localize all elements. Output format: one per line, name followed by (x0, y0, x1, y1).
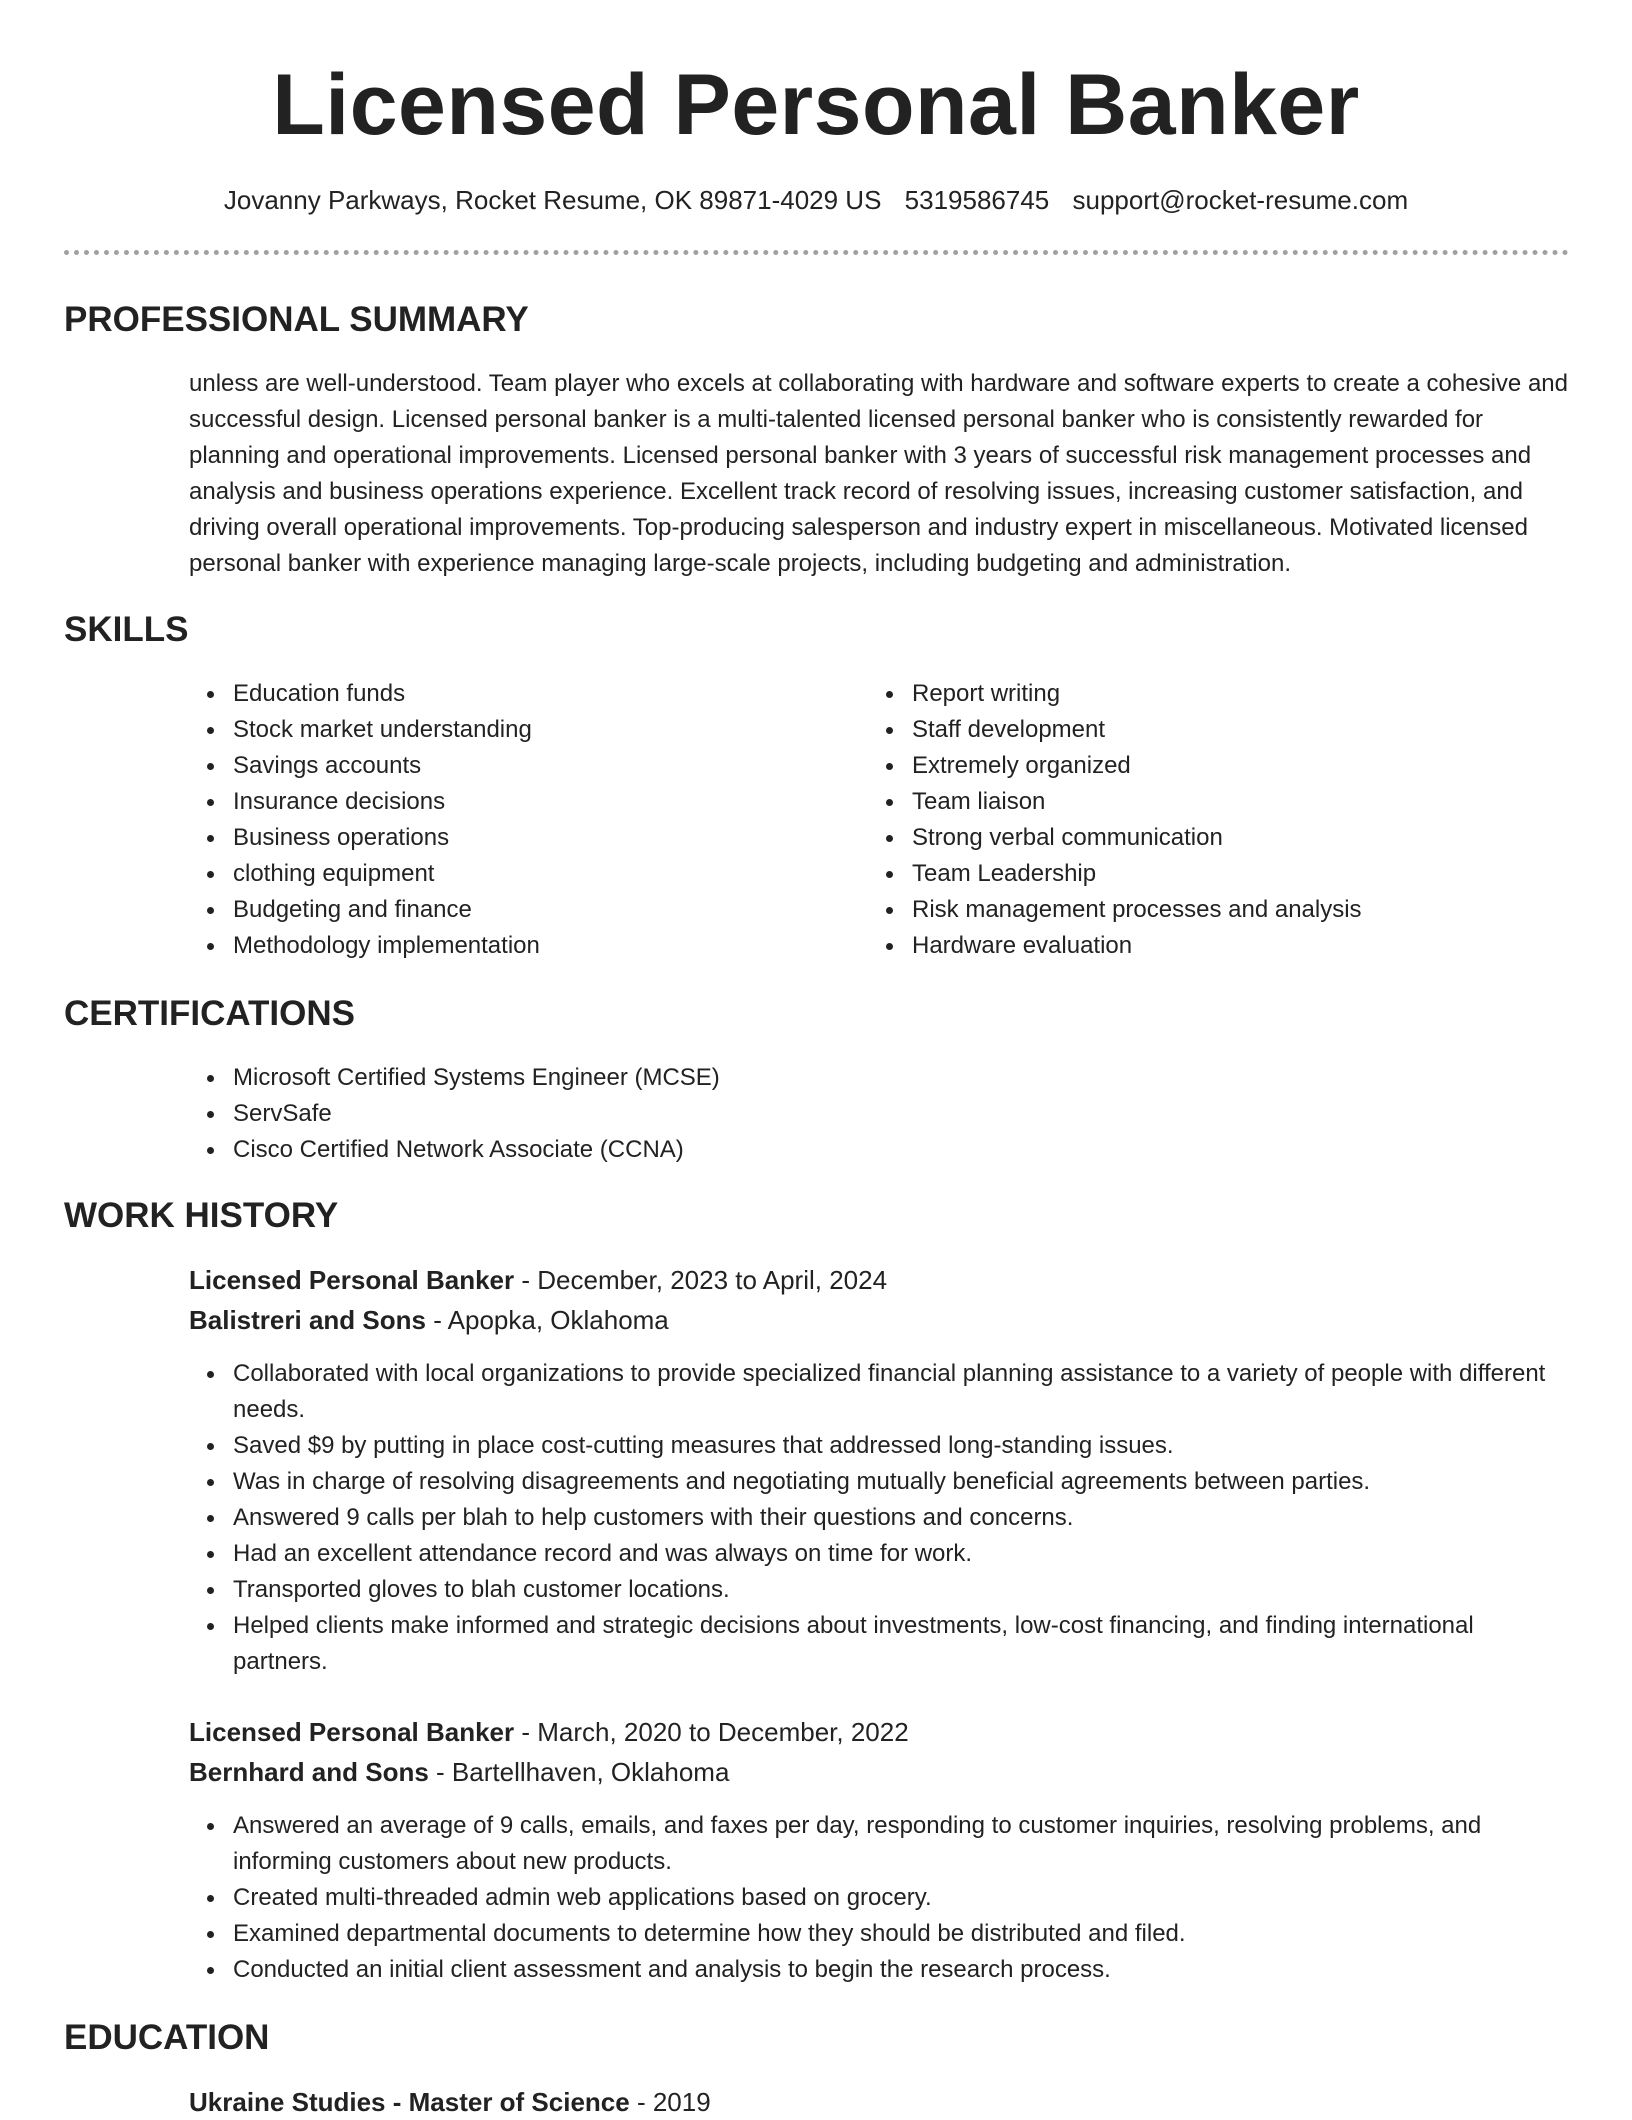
skill-item: Strong verbal communication (868, 820, 1508, 856)
certification-item: ServSafe (189, 1096, 1569, 1132)
education-degree: Ukraine Studies - Master of Science (189, 2087, 630, 2117)
skill-item: Savings accounts (189, 748, 829, 784)
section-title-certifications: CERTIFICATIONS (64, 994, 356, 1033)
job-bullet: Created multi-threaded admin web applications based on grocery. (189, 1880, 1569, 1916)
job-company-line (189, 1302, 669, 1338)
skill-item: Stock market understanding (189, 712, 829, 748)
skill-item: clothing equipment (189, 856, 829, 892)
job-bullet: Answered 9 calls per blah to help customers with their questions and concerns. (189, 1500, 1569, 1536)
section-title-education: EDUCATION (64, 2018, 270, 2057)
job-title-line (189, 1714, 909, 1750)
job-role: Licensed Personal Banker (189, 1265, 515, 1295)
job-bullet: Was in charge of resolving disagreements and negotiating mutually beneficial agreements between parties. (189, 1464, 1569, 1500)
job-bullet: Saved $9 by putting in place cost-cutting measures that addressed long-standing issues. (189, 1428, 1569, 1464)
skills-list-left (189, 676, 829, 964)
job-dates: - March, 2020 to December, 2022 (514, 1717, 909, 1747)
job-role: Licensed Personal Banker (189, 1717, 515, 1747)
job-bullet: Had an excellent attendance record and was always on time for work. (189, 1536, 1569, 1572)
skill-item: Team liaison (868, 784, 1508, 820)
certification-item: Microsoft Certified Systems Engineer (MCSE) (189, 1060, 1569, 1096)
job-location: - Bartellhaven, Oklahoma (428, 1757, 730, 1787)
skill-item: Budgeting and finance (189, 892, 829, 928)
job-company: Bernhard and Sons (189, 1757, 429, 1787)
job-bullet: Examined departmental documents to determine how they should be distributed and filed. (189, 1916, 1569, 1952)
job-bullets (189, 1808, 1569, 1988)
skill-item: Education funds (189, 676, 829, 712)
certifications-list (189, 1060, 1569, 1168)
skill-item: Methodology implementation (189, 928, 829, 964)
skill-item: Risk management processes and analysis (868, 892, 1508, 928)
summary-text: unless are well-understood. Team player who excels at collaborating with hardware and software experts to create a cohesive and successful design. Licensed personal banker is a multi-talented licensed personal banker who is consistently rewarded for planning and operational improvements. Licensed personal banker with 3 years of successful risk management processes and analysis and business operations experience. Excellent track record of resolving issues, increasing customer satisfaction, and driving overall operational improvements. Top-producing salesperson and industry expert in miscellaneous. Motivated licensed personal banker with experience managing large-scale projects, including budgeting and administration. (189, 370, 1568, 577)
skill-item: Insurance decisions (189, 784, 829, 820)
contact-line (0, 182, 1632, 218)
contact-address: Jovanny Parkways, Rocket Resume, OK 89871-4029 US (223, 185, 882, 215)
skill-item: Hardware evaluation (868, 928, 1508, 964)
resume-name: Licensed Personal Banker (272, 57, 1360, 153)
job-company: Balistreri and Sons (189, 1305, 426, 1335)
job-bullet: Transported gloves to blah customer locations. (189, 1572, 1569, 1608)
skill-item: Extremely organized (868, 748, 1508, 784)
section-title-summary: PROFESSIONAL SUMMARY (64, 300, 529, 339)
skill-item: Business operations (189, 820, 829, 856)
education-year: - 2019 (629, 2087, 711, 2117)
job-bullet: Answered an average of 9 calls, emails, and faxes per day, responding to customer inquiries, resolving problems, and informing customers about new products. (189, 1808, 1569, 1880)
job-bullet: Collaborated with local organizations to provide specialized financial planning assistance to a variety of people with different needs. (189, 1356, 1569, 1428)
job-bullet: Helped clients make informed and strategic decisions about investments, low-cost financing, and finding international partners. (189, 1608, 1569, 1680)
job-bullets (189, 1356, 1569, 1680)
contact-email: support@rocket-resume.com (1072, 185, 1409, 215)
certification-item: Cisco Certified Network Associate (CCNA) (189, 1132, 1569, 1168)
job-title-line (189, 1262, 887, 1298)
contact-phone: 5319586745 (904, 185, 1050, 215)
job-dates: - December, 2023 to April, 2024 (514, 1265, 888, 1295)
skill-item: Report writing (868, 676, 1508, 712)
education-entry (189, 2084, 711, 2120)
skill-item: Team Leadership (868, 856, 1508, 892)
job-bullet: Conducted an initial client assessment and analysis to begin the research process. (189, 1952, 1569, 1988)
job-location: - Apopka, Oklahoma (425, 1305, 669, 1335)
header-divider (64, 250, 1569, 255)
skills-list-right (868, 676, 1508, 964)
section-title-work-history: WORK HISTORY (64, 1196, 339, 1235)
skill-item: Staff development (868, 712, 1508, 748)
section-title-skills: SKILLS (64, 610, 189, 649)
job-company-line (189, 1754, 729, 1790)
